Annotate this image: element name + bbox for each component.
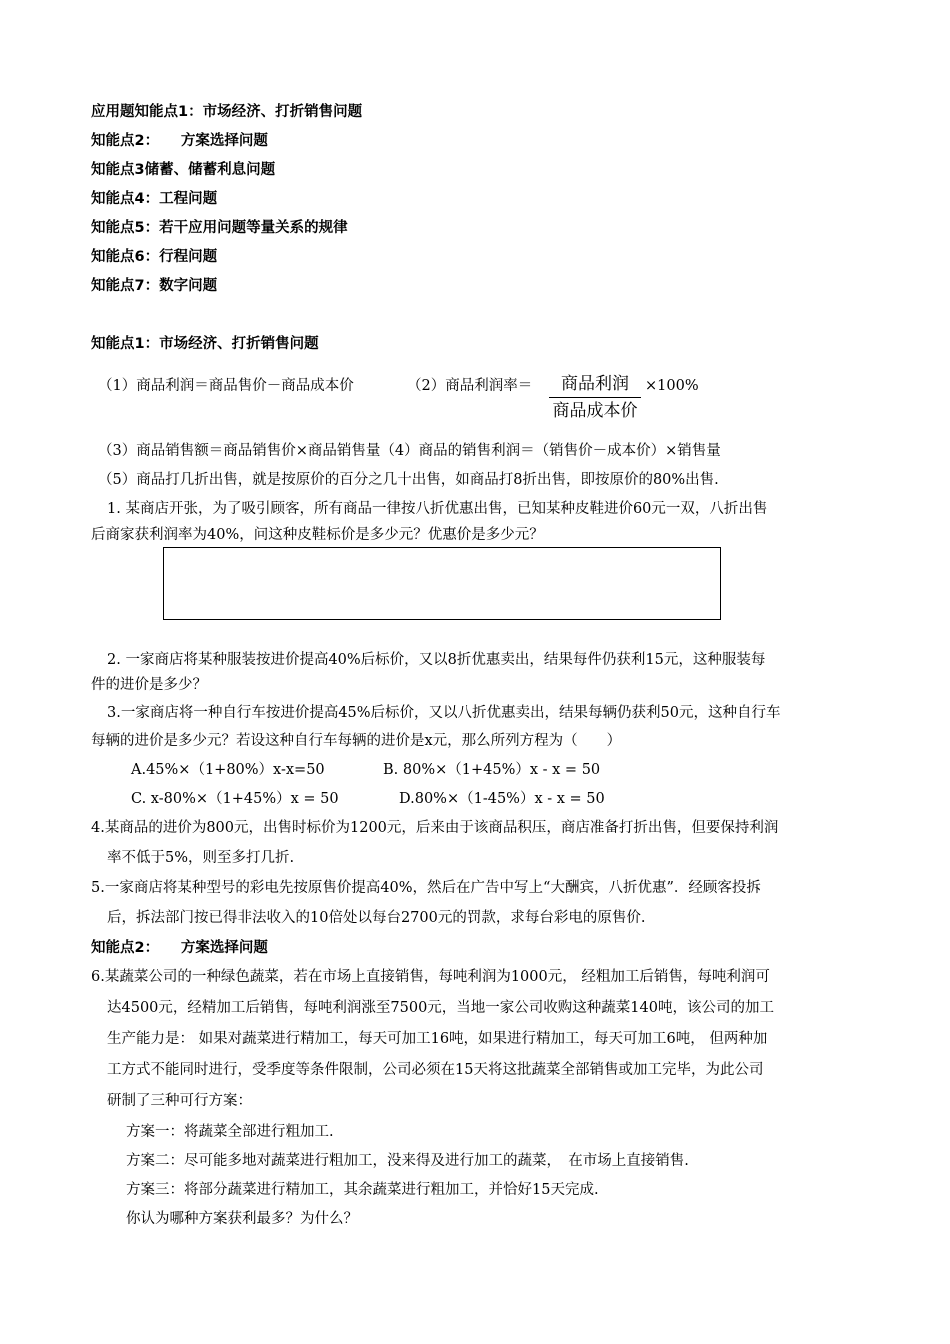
q6-line3: 生产能力是： 如果对蔬菜进行精加工，每天可加工16吨，如果进行精加工，每天可加工6吨， 但两种加	[107, 1031, 768, 1047]
toc-item-6: 知能点6：行程问题	[91, 249, 218, 265]
answer-box[interactable]	[163, 547, 721, 620]
q3-option-d: D.80%×（1-45%）x - x = 50	[399, 791, 605, 807]
plan-3: 方案三：将部分蔬菜进行精加工，其余蔬菜进行粗加工，并恰好15天完成.	[126, 1182, 599, 1198]
q1-line2: 后商家获利润率为40%，问这种皮鞋标价是多少元？优惠价是多少元？	[91, 527, 544, 543]
fraction-numerator: 商品利润	[561, 374, 629, 394]
q3-line2: 每辆的进价是多少元？若设这种自行车每辆的进价是x元，那么所列方程为（ ）	[91, 733, 622, 749]
toc-item-5: 知能点5：若干应用问题等量关系的规律	[91, 220, 348, 236]
q4-line1: 4.某商品的进价为800元，出售时标价为1200元，后来由于该商品积压，商店准备打折出售，但要保持利润	[91, 820, 779, 836]
q5-line2: 后，拆法部门按已得非法收入的10倍处以每台2700元的罚款，求每台彩电的原售价.	[107, 910, 646, 926]
q1-line1: 1. 某商店开张，为了吸引顾客，所有商品一律按八折优惠出售，已知某种皮鞋进价60元一双，八折出售	[107, 501, 768, 517]
formula-profit-rate-suffix: ×100%	[645, 378, 699, 394]
formula-profit: （1）商品利润＝商品售价－商品成本价	[98, 378, 354, 394]
q3-line1: 3.一家商店将一种自行车按进价提高45%后标价，又以八折优惠卖出，结果每辆仍获利50元，这种自行车	[107, 705, 781, 721]
q6-line5: 研制了三种可行方案：	[107, 1093, 252, 1109]
toc-item-3: 知能点3储蓄、储蓄利息问题	[91, 162, 276, 178]
plan-2: 方案二：尽可能多地对蔬菜进行粗加工，没来得及进行加工的蔬菜， 在市场上直接销售.	[126, 1153, 689, 1169]
fraction-denominator: 商品成本价	[552, 401, 638, 421]
q3-option-a: A.45%×（1+80%）x-x=50	[131, 762, 325, 778]
q2-line1: 2. 一家商店将某种服装按进价提高40%后标价，又以8折优惠卖出，结果每件仍获利15元，这种服装每	[107, 652, 766, 668]
q3-option-b: B. 80%×（1+45%）x - x = 50	[383, 762, 601, 778]
formula-profit-rate-prefix: （2）商品利润率＝	[407, 378, 533, 394]
formula-sales: （3）商品销售额＝商品销售价×商品销售量（4）商品的销售利润＝（销售价－成本价）×销售量	[98, 443, 721, 459]
q6-line2: 达4500元，经精加工后销售，每吨利润涨至7500元，当地一家公司收购这种蔬菜140吨，该公司的加工	[107, 1000, 774, 1016]
toc-item-7: 知能点7：数字问题	[91, 278, 218, 294]
q2-line2: 件的进价是多少？	[91, 677, 207, 693]
q6-question: 你认为哪种方案获利最多？为什么？	[126, 1211, 358, 1227]
toc-item-2: 知能点2： 方案选择问题	[91, 133, 268, 149]
q3-option-c: C. x-80%×（1+45%）x = 50	[131, 791, 339, 807]
q5-line1: 5.一家商店将某种型号的彩电先按原售价提高40%，然后在广告中写上“大酬宾，八折优惠”．经顾客投拆	[91, 880, 761, 896]
fraction-bar	[549, 397, 641, 398]
toc-item-4: 知能点4：工程问题	[91, 191, 218, 207]
toc-item-1: 应用题知能点1：市场经济、打折销售问题	[91, 104, 363, 120]
formula-discount: （5）商品打几折出售，就是按原价的百分之几十出售，如商品打8折出售，即按原价的80%出售.	[98, 472, 719, 488]
plan-1: 方案一：将蔬菜全部进行粗加工.	[126, 1124, 334, 1140]
q6-line4: 工方式不能同时进行，受季度等条件限制，公司必须在15天将这批蔬菜全部销售或加工完毕，为此公司	[107, 1062, 764, 1078]
q4-line2: 率不低于5%，则至多打几折.	[107, 850, 295, 866]
section1-heading: 知能点1：市场经济、打折销售问题	[91, 336, 319, 352]
profit-rate-fraction	[545, 372, 645, 423]
q6-line1: 6.某蔬菜公司的一种绿色蔬菜，若在市场上直接销售，每吨利润为1000元， 经粗加工后销售，每吨利润可	[91, 969, 770, 985]
section2-heading: 知能点2： 方案选择问题	[91, 940, 268, 956]
